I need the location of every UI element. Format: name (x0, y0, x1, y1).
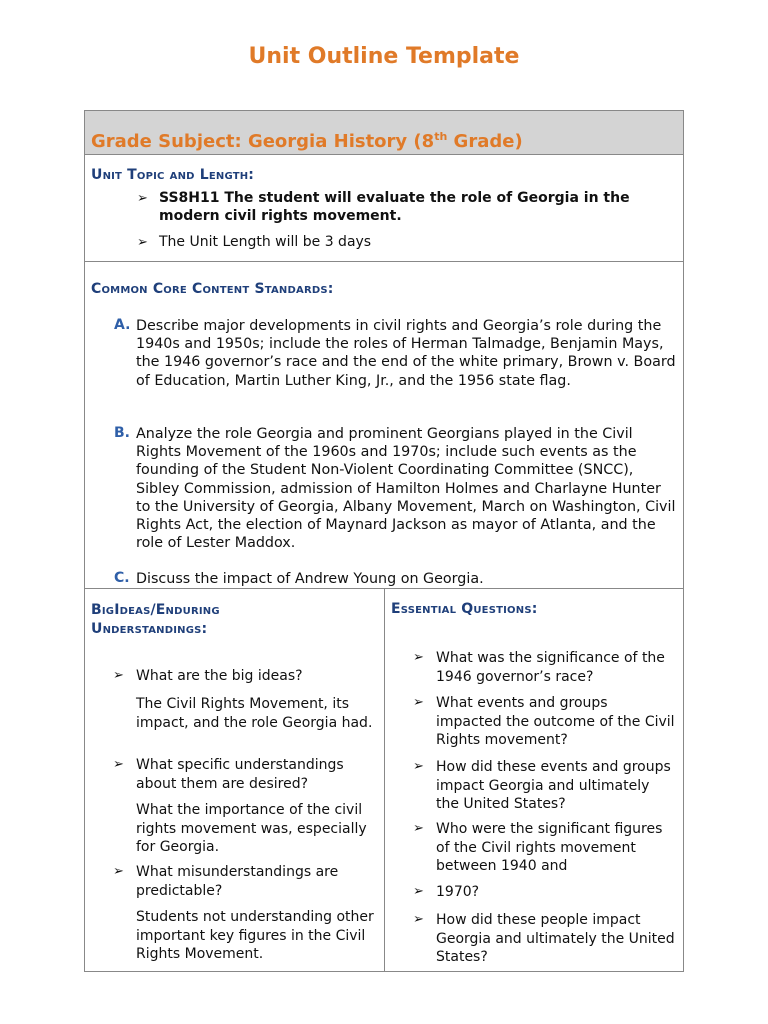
standard-a-letter: A. (114, 317, 131, 333)
arrow-bullet-icon: ➢ (413, 821, 424, 836)
standard-b-text: Analyze the role Georgia and prominent Georgians played in the Civil Rights Movement of the 1960s and 1970s; include such events as the founding of the Student Non-Violent Coordinating Committee (SNCC), Sibley Commission, admission of Hamilton Holmes and Charlayne Hunter to the University of Georgia, Albany Movement, March on Washington, Civil Rights Act, the election of Maynard Jackson as mayor of Atlanta, and the role of Lester Maddox. (136, 426, 676, 552)
big-ideas-question-3: What misunderstandings are predictable? (136, 864, 339, 899)
divider (85, 261, 683, 262)
arrow-bullet-icon: ➢ (413, 695, 424, 710)
standard-a-text: Describe major developments in civil rights and Georgia’s role during the 1940s and 1950s; include the roles of Herman Talmadge, Benjamin Mays, the 1946 governor’s race and the end of the white primary, Brown v. Board of Education, Martin Luther King, Jr., and the 1956 state flag. (136, 318, 676, 389)
arrow-bullet-icon: ➢ (413, 650, 424, 665)
essential-question: What was the significance of the 1946 governor’s race? (436, 650, 665, 685)
big-ideas-answer-2: What the importance of the civil rights movement was, especially for Georgia. (136, 802, 367, 855)
big-ideas-answer-3: Students not understanding other important key figures in the Civil Rights Movement. (136, 909, 374, 962)
arrow-bullet-icon: ➢ (413, 912, 424, 927)
essential-question: Who were the significant figures of the Civil rights movement between 1940 and (436, 821, 663, 874)
unit-topic-standard: SS8H11 The student will evaluate the role of Georgia in the modern civil rights movement. (159, 190, 630, 224)
unit-outline-table (84, 110, 684, 972)
column-divider (384, 588, 385, 972)
arrow-bullet-icon: ➢ (113, 668, 124, 683)
unit-length: The Unit Length will be 3 days (159, 234, 372, 250)
standard-b-letter: B. (114, 425, 130, 441)
standards-heading: Common Core Content Standards: (91, 281, 334, 297)
standard-c-text: Discuss the impact of Andrew Young on Georgia. (136, 571, 484, 587)
arrow-bullet-icon: ➢ (137, 235, 148, 250)
arrow-bullet-icon: ➢ (413, 884, 424, 899)
essential-question: 1970? (436, 884, 480, 900)
big-ideas-question-2: What specific understandings about them are desired? (136, 757, 344, 792)
grade-subject-heading: Grade Subject: Georgia History (8th Grade) (91, 130, 523, 152)
essential-question: How did these events and groups impact Georgia and ultimately the United States? (436, 759, 671, 812)
big-ideas-answer-1: The Civil Rights Movement, its impact, and the role Georgia had. (136, 696, 373, 731)
arrow-bullet-icon: ➢ (137, 191, 148, 206)
arrow-bullet-icon: ➢ (413, 759, 424, 774)
big-ideas-heading: BigIdeas/Enduring Understandings: (91, 602, 220, 637)
arrow-bullet-icon: ➢ (113, 757, 124, 772)
essential-question: What events and groups impacted the outcome of the Civil Rights movement? (436, 695, 675, 748)
page-title: Unit Outline Template (248, 44, 520, 69)
grade-subject-row (85, 111, 683, 155)
essential-question: How did these people impact Georgia and ultimately the United States? (436, 912, 675, 965)
essential-questions-heading: Essential Questions: (391, 601, 538, 617)
big-ideas-question-1: What are the big ideas? (136, 668, 303, 684)
unit-topic-heading: Unit Topic and Length: (91, 167, 255, 183)
arrow-bullet-icon: ➢ (113, 864, 124, 879)
standard-c-letter: C. (114, 570, 130, 586)
